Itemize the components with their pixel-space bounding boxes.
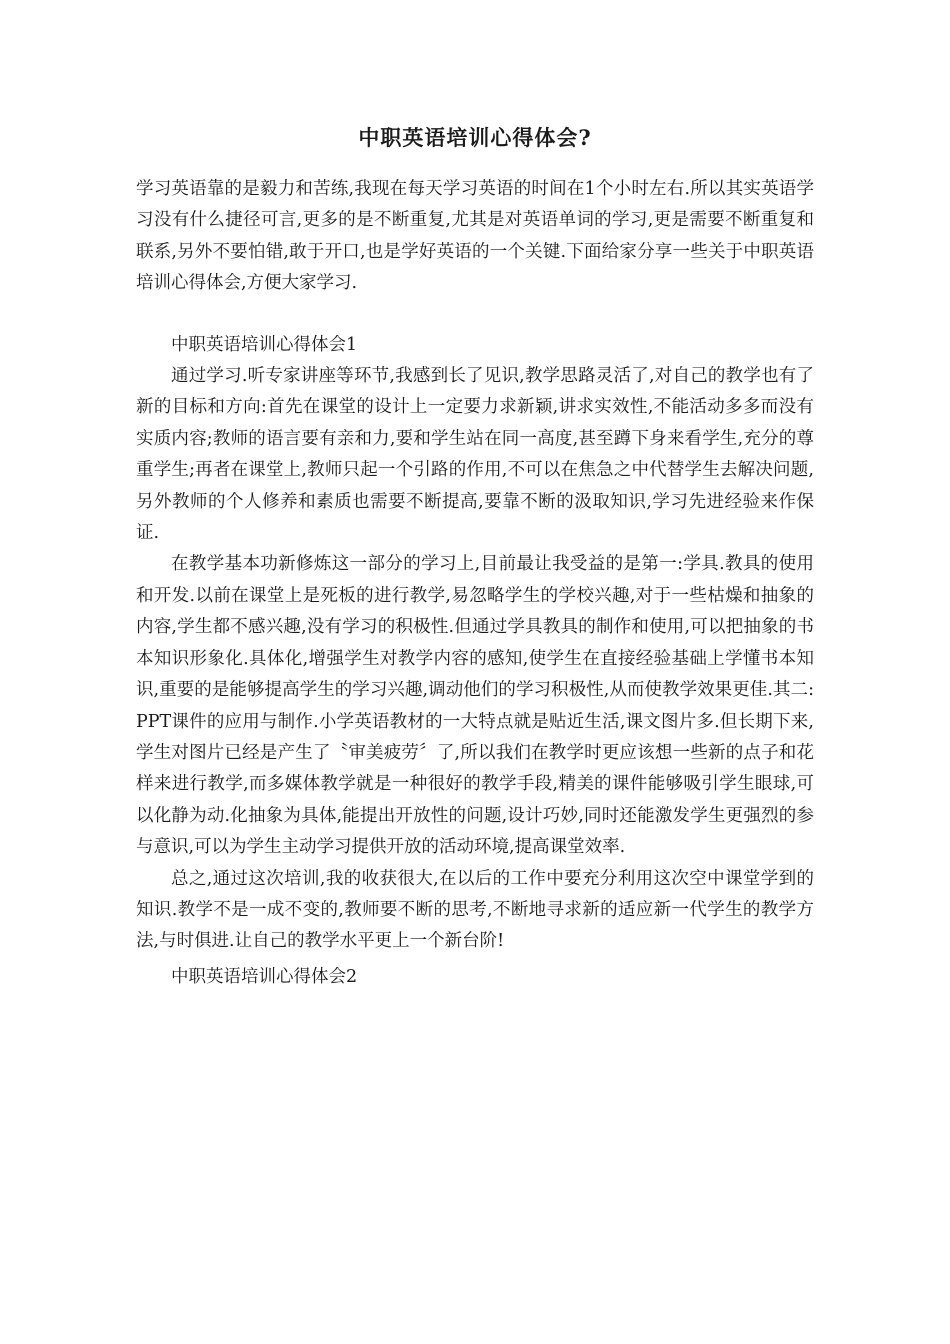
intro-paragraph: 学习英语靠的是毅力和苦练,我现在每天学习英语的时间在1个小时左右.所以其实英语学习没有什么捷径可言,更多的是不断重复,尤其是对英语单词的学习,更是需要不断重复和联系,另外不要怕错,敢于开口,也是学好英语的一个关键.下面给家分享一些关于中职英语培训心得体会,方便大家学习.: [136, 179, 814, 294]
body-paragraph-2: 在教学基本功新修炼这一部分的学习上,目前最让我受益的是第一:学具.教具的使用和开发.以前在课堂上是死板的进行教学,易忽略学生的学校兴趣,对于一些枯燥和抽象的内容,学生都不感兴趣,没有学习的积极性.但通过学具教具的制作和使用,可以把抽象的书本知识形象化.具体化,增强学生对教学内容的感知,使学生在直接经验基础上学懂书本知识,重要的是能够提高学生的学习兴趣,调动他们的学习积极性,从而使教学效果更佳.其二:PPT课件的应用与制作.小学英语教材的一大特点就是贴近生活,课文图片多.但长期下来,学生对图片已经是产生了〝审美疲劳〞了,所以我们在教学时更应该想一些新的点子和花样来进行教学,而多媒体教学就是一种很好的教学手段,精美的课件能够吸引学生眼球,可以化静为动.化抽象为具体,能提出开放性的问题,设计巧妙,同时还能激发学生更强烈的参与意识,可以为学生主动学习提供开放的活动环境,提高课堂效率.: [136, 554, 814, 858]
body-paragraph-3: 总之,通过这次培训,我的收获很大,在以后的工作中要充分利用这次空中课堂学到的知识.教学不是一成不变的,教师要不断的思考,不断地寻求新的适应新一代学生的教学方法,与时俱进.让自己的教学水平更上一个新台阶!: [136, 868, 814, 952]
section-heading-1: 中职英语培训心得体会1: [171, 334, 358, 355]
section-spacer: [136, 300, 814, 330]
document-body: [136, 120, 814, 993]
body-paragraph-1: 通过学习.听专家讲座等环节,我感到长了见识,教学思路灵活了,对自己的教学也有了新的目标和方向:首先在课堂的设计上一定要力求新颖,讲求实效性,不能活动多多而没有实质内容;教师的语言要有亲和力,要和学生站在同一高度,甚至蹲下身来看学生,充分的尊重学生;再者在课堂上,教师只起一个引路的作用,不可以在焦急之中代替学生去解决问题,另外教师的个人修养和素质也需要不断提高,要靠不断的汲取知识,学习先进经验来作保证.: [136, 366, 814, 544]
document-title: 中职英语培训心得体会?: [358, 125, 592, 150]
section-heading-2: 中职英语培训心得体会2: [171, 966, 358, 987]
